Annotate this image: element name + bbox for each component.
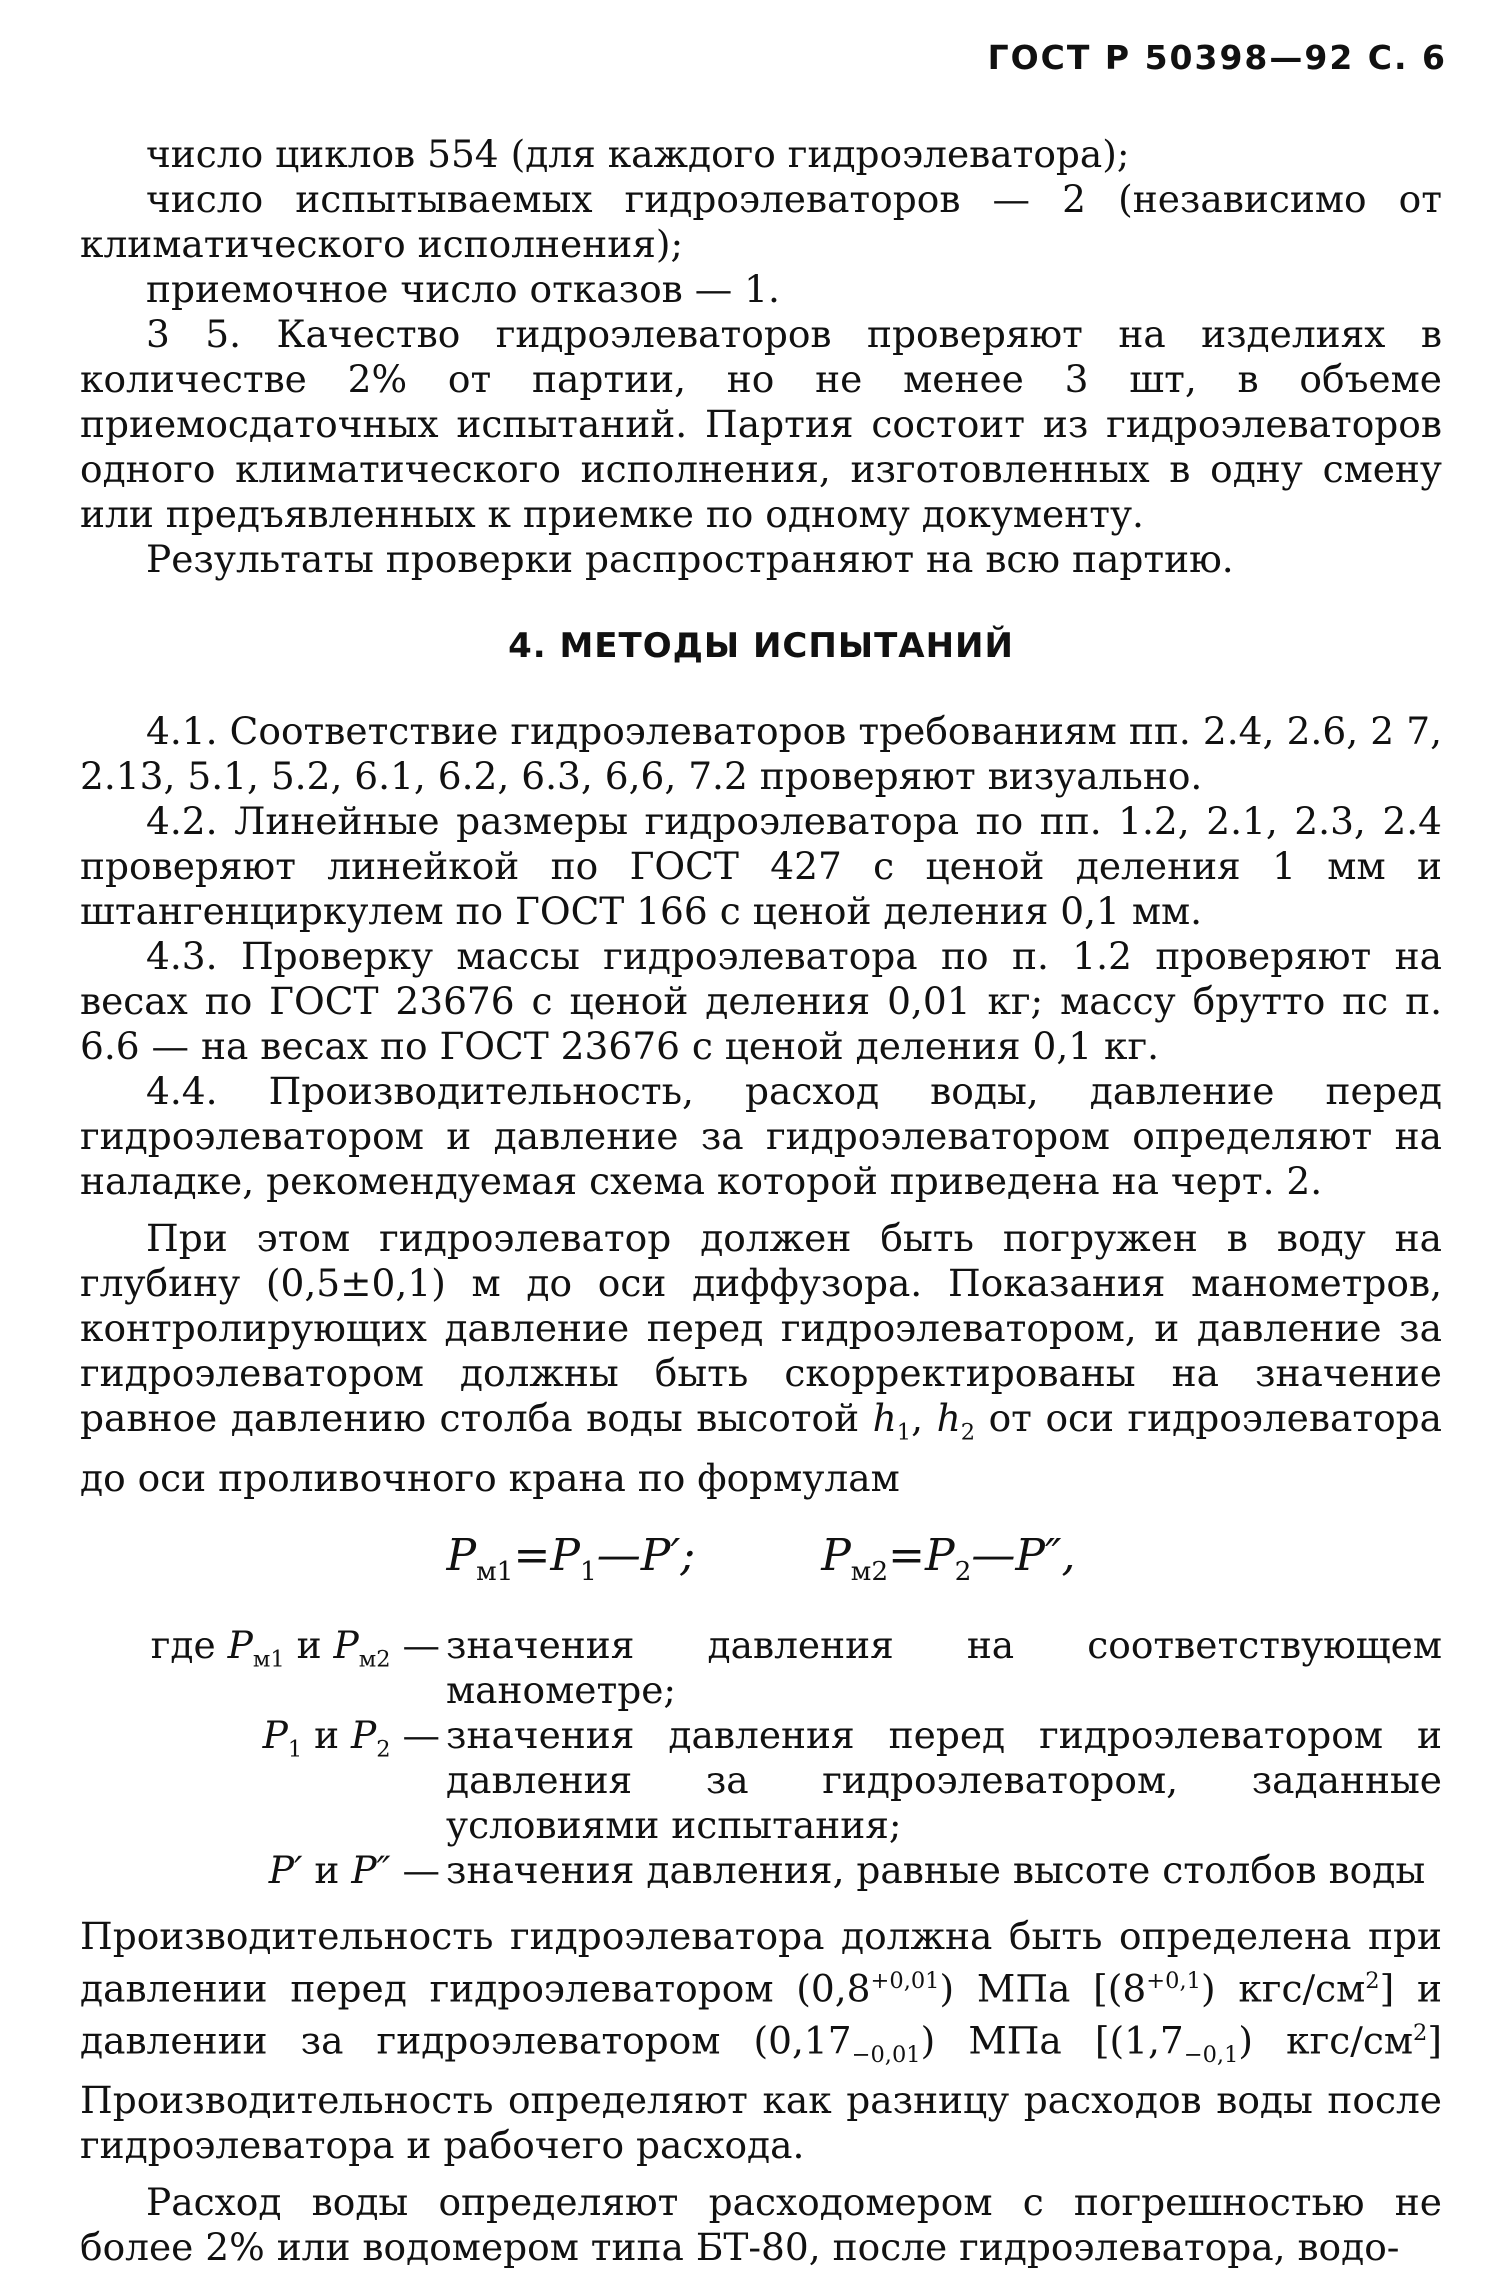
paragraph-4-4: 4.4. Производительность, расход воды, давление перед гидроэлеватором и давление за гидроэлеватором определяют на наладке, рекомендуемая схема которой приведена на черт. 2.	[80, 1069, 1442, 1203]
paragraph-flow: Расход воды определяют расходомером с погрешностью не более 2% или водомером типа БТ-80, после гидроэлеватора, водо-	[80, 2180, 1442, 2270]
section-title: 4. МЕТОДЫ ИСПЫТАНИЙ	[508, 626, 1014, 666]
definition-row: P′ и P″ — значения давления, равные высоте столбов воды	[268, 1848, 1426, 1893]
paragraph-4-3: 4.3. Проверку массы гидроэлеватора по п. 1.2 проверяют на весах по ГОСТ 23676 с ценой деления 0,01 кг; массу брутто пс п. 6.6 — на весах по ГОСТ 23676 с ценой деления 0,1 кг.	[80, 934, 1442, 1068]
formula-definitions	[80, 1623, 1442, 1908]
list-line: приемочное число отказов — 1.	[146, 267, 780, 311]
paragraph-productivity: Производительность гидроэлеватора должна быть определена при давлении перед гидроэлеватором $(0,8^{+0,01})$ МПа [$(8^{+0,1})$ кгс/$см^2$] и давлении за гидроэлеватором $(0,17_{-0,01})$ МПа [$(1,7_{-0,1})$ кгс/$см^2$] Производительность определяют как разницу расходов воды после гидроэлеватора и рабочего расхода.	[80, 1913, 1443, 2168]
paragraph-4-2: 4.2. Линейные размеры гидроэлеватора по пп. 1.2, 2.1, 2.3, 2.4 проверяют линейкой по ГОСТ 427 с ценой деления 1 мм и штангенциркулем по ГОСТ 166 с ценой деления 0,1 мм.	[80, 799, 1442, 933]
definition-row: $P_1$ и $P_2$ — значения давления перед гидроэлеватором и давления за гидроэлеватором, заданные условиями испытания;	[262, 1713, 1442, 1848]
list-line: число циклов 554 (для каждого гидроэлеватора);	[146, 132, 1130, 176]
paragraph-4-1: 4.1. Соответствие гидроэлеваторов требованиям пп. 2.4, 2.6, 2 7, 2.13, 5.1, 5.2, 6.1, 6.2, 6.3, 6,6, 7.2 проверяют визуально.	[80, 709, 1442, 798]
paragraph-3-5: 3 5. Качество гидроэлеваторов проверяют на изделиях в количестве 2% от партии, но не менее 3 шт, в объеме приемосдаточных испытаний. Партия состоит из гидроэлеваторов одного климатического исполнения, изготовленных в одну смену или предъявленных к приемке по одному документу.	[80, 312, 1442, 536]
paragraph-4-4-conditions: При этом гидроэлеватор должен быть погружен в воду на глубину (0,5±0,1) м до оси диффузора. Показания манометров, контролирующих давление перед гидроэлеватором, и давление за гидроэлеватором должны быть скорректированы на значение равное давлению столба воды высотой $h_1$, $h_2$ от оси гидроэлеватора до оси проливочного крана по формулам	[80, 1216, 1443, 1500]
list-line: число испытываемых гидроэлеваторов — 2 (независимо от климатического исполнения);	[80, 177, 1442, 266]
pressure-formula: $P_{м1}=P_1—P'$; $P_{м2}=P_2—P''$,	[446, 1529, 1076, 1587]
page-header: ГОСТ Р 50398—92 С. 6	[987, 38, 1447, 77]
paragraph-3-5-result: Результаты проверки распространяют на всю партию.	[146, 537, 1234, 581]
document-body	[80, 132, 1442, 2270]
definition-row: где $P_{м1}$ и $P_{м2}$ — значения давления на соответствующем манометре;	[150, 1623, 1442, 1713]
